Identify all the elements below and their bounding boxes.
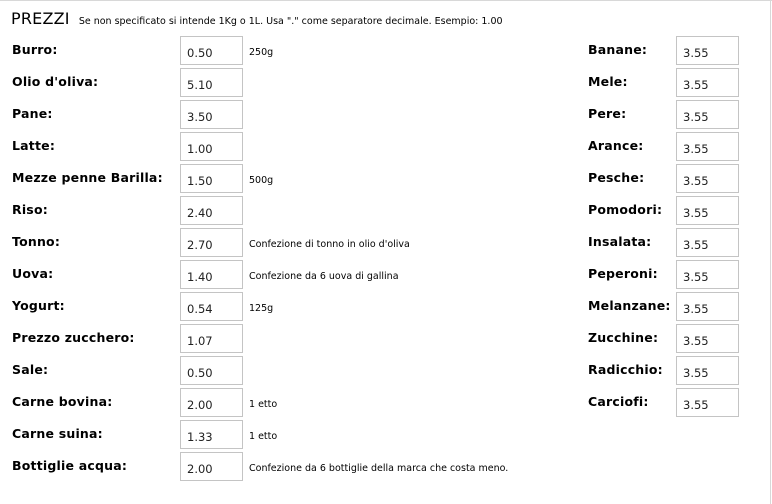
label-insalata: Insalata:: [588, 234, 652, 249]
price-input-peperoni[interactable]: [676, 260, 739, 289]
prices-header: [11, 9, 503, 28]
price-input-arance[interactable]: [676, 132, 739, 161]
price-input-mezze-penne-barilla[interactable]: [180, 164, 243, 193]
price-input-pere[interactable]: [676, 100, 739, 129]
price-input-melanzane[interactable]: [676, 292, 739, 321]
price-input-carne-suina[interactable]: [180, 420, 243, 449]
label-carciofi: Carciofi:: [588, 394, 649, 409]
price-input-carciofi[interactable]: [676, 388, 739, 417]
right-border: [770, 0, 771, 504]
label-bottiglie-acqua: Bottiglie acqua:: [12, 458, 128, 473]
label-arance: Arance:: [588, 138, 644, 153]
label-mele: Mele:: [588, 74, 628, 89]
label-banane: Banane:: [588, 42, 648, 57]
label-yogurt: Yogurt:: [12, 298, 65, 313]
price-input-carne-bovina[interactable]: [180, 388, 243, 417]
label-sale: Sale:: [12, 362, 49, 377]
price-input-yogurt[interactable]: [180, 292, 243, 321]
label-prezzo-zucchero: Prezzo zucchero:: [12, 330, 135, 345]
note-uova: Confezione da 6 uova di gallina: [249, 271, 399, 282]
label-pere: Pere:: [588, 106, 627, 121]
label-pesche: Pesche:: [588, 170, 645, 185]
price-input-sale[interactable]: [180, 356, 243, 385]
price-input-tonno[interactable]: [180, 228, 243, 257]
label-uova: Uova:: [12, 266, 54, 281]
price-input-zucchine[interactable]: [676, 324, 739, 353]
price-input-prezzo-zucchero[interactable]: [180, 324, 243, 353]
page-title: PREZZI: [11, 9, 70, 28]
price-input-olio-d-oliva[interactable]: [180, 68, 243, 97]
price-input-latte[interactable]: [180, 132, 243, 161]
price-input-banane[interactable]: [676, 36, 739, 65]
label-riso: Riso:: [12, 202, 48, 217]
page-subtitle: Se non specificato si intende 1Kg o 1L. Usa "." come separatore decimale. Esempio: 1.00: [78, 16, 503, 27]
price-input-riso[interactable]: [180, 196, 243, 225]
note-tonno: Confezione di tonno in olio d'oliva: [249, 239, 410, 250]
label-latte: Latte:: [12, 138, 56, 153]
top-border: [0, 0, 772, 1]
label-zucchine: Zucchine:: [588, 330, 659, 345]
label-pane: Pane:: [12, 106, 53, 121]
price-input-insalata[interactable]: [676, 228, 739, 257]
label-olio-d-oliva: Olio d'oliva:: [12, 74, 99, 89]
price-input-pomodori[interactable]: [676, 196, 739, 225]
label-melanzane: Melanzane:: [588, 298, 671, 313]
price-input-mele[interactable]: [676, 68, 739, 97]
note-carne-suina: 1 etto: [249, 431, 278, 442]
label-peperoni: Peperoni:: [588, 266, 658, 281]
price-input-pesche[interactable]: [676, 164, 739, 193]
label-tonno: Tonno:: [12, 234, 61, 249]
price-input-uova[interactable]: [180, 260, 243, 289]
price-input-radicchio[interactable]: [676, 356, 739, 385]
price-input-pane[interactable]: [180, 100, 243, 129]
label-mezze-penne-barilla: Mezze penne Barilla:: [12, 170, 163, 185]
note-burro: 250g: [249, 47, 274, 58]
note-bottiglie-acqua: Confezione da 6 bottiglie della marca che costa meno.: [249, 463, 509, 474]
note-mezze-penne-barilla: 500g: [249, 175, 274, 186]
note-yogurt: 125g: [249, 303, 274, 314]
label-burro: Burro:: [12, 42, 58, 57]
label-carne-bovina: Carne bovina:: [12, 394, 113, 409]
price-input-bottiglie-acqua[interactable]: [180, 452, 243, 481]
note-carne-bovina: 1 etto: [249, 399, 278, 410]
label-radicchio: Radicchio:: [588, 362, 663, 377]
label-pomodori: Pomodori:: [588, 202, 663, 217]
price-input-burro[interactable]: [180, 36, 243, 65]
label-carne-suina: Carne suina:: [12, 426, 103, 441]
